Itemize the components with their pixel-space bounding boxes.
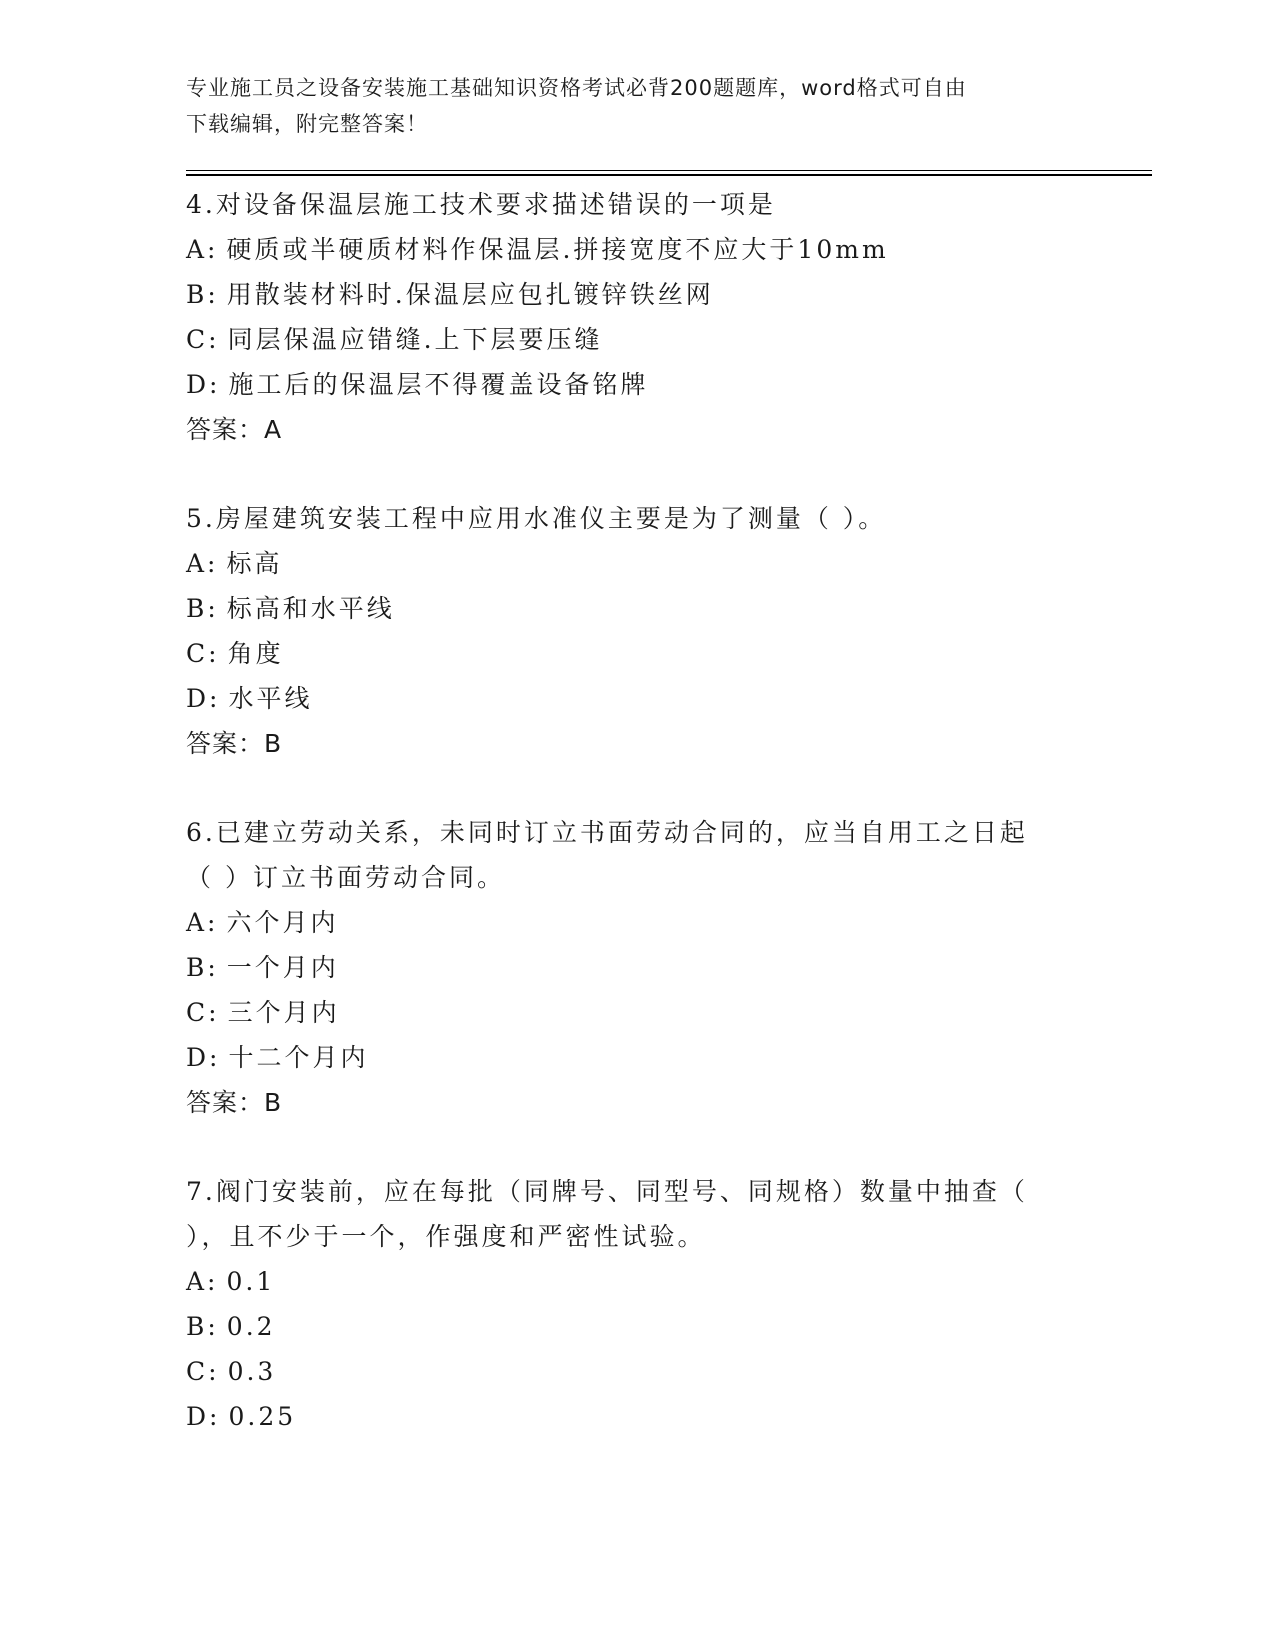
question-text: （ ）订立书面劳动合同。 xyxy=(186,863,505,892)
option-text: 水平线 xyxy=(228,684,313,713)
option-text: 用散装材料时.保温层应包扎镀锌铁丝网 xyxy=(226,280,714,309)
answer-value: B xyxy=(264,1088,283,1117)
option-row xyxy=(186,541,1156,586)
option-row xyxy=(186,1035,1156,1080)
answer-prefix: 答案： xyxy=(186,415,265,444)
question-text: 7.阀门安装前，应在每批（同牌号、同型号、同规格）数量中抽查（ xyxy=(186,1177,1028,1206)
question-list xyxy=(186,182,1156,1439)
question-block xyxy=(186,1169,1156,1439)
option-text: 0.2 xyxy=(226,1312,276,1341)
option-label: B: xyxy=(186,594,219,623)
option-text: 标高 xyxy=(226,549,283,578)
option-label: A: xyxy=(186,1267,219,1296)
option-text: 0.3 xyxy=(227,1357,277,1386)
option-row xyxy=(186,1304,1156,1349)
option-row xyxy=(186,1349,1156,1394)
option-text: 硬质或半硬质材料作保温层.拼接宽度不应大于10mm xyxy=(226,235,889,264)
option-label: D: xyxy=(186,370,221,399)
option-row xyxy=(186,586,1156,631)
option-row xyxy=(186,676,1156,721)
option-row xyxy=(186,990,1156,1035)
question-text: 4.对设备保温层施工技术要求描述错误的一项是 xyxy=(186,190,776,219)
option-text: 0.1 xyxy=(226,1267,276,1296)
option-label: D: xyxy=(186,684,221,713)
answer-prefix: 答案： xyxy=(186,1088,265,1117)
answer-prefix: 答案： xyxy=(186,729,265,758)
question-block xyxy=(186,182,1156,452)
divider-thick-line xyxy=(186,174,1152,176)
header-line-1: 专业施工员之设备安装施工基础知识资格考试必背200题题库，word格式可自由 xyxy=(186,76,967,100)
option-row xyxy=(186,945,1156,990)
option-label: A: xyxy=(186,908,219,937)
option-text: 十二个月内 xyxy=(228,1043,369,1072)
option-text: 一个月内 xyxy=(226,953,339,982)
question-text: 6.已建立劳动关系，未同时订立书面劳动合同的，应当自用工之日起 xyxy=(186,818,1028,847)
option-row xyxy=(186,272,1156,317)
question-text: 5.房屋建筑安装工程中应用水准仪主要是为了测量（ ）。 xyxy=(186,504,887,533)
document-header xyxy=(186,70,1156,142)
header-line-2: 下载编辑，附完整答案！ xyxy=(186,112,428,136)
option-row xyxy=(186,1394,1156,1439)
question-text: ），且不少于一个，作强度和严密性试验。 xyxy=(186,1222,706,1251)
header-divider xyxy=(186,170,1152,176)
option-row xyxy=(186,317,1156,362)
option-label: B: xyxy=(186,1312,219,1341)
option-label: D: xyxy=(186,1043,221,1072)
answer-value: B xyxy=(264,729,283,758)
option-text: 标高和水平线 xyxy=(226,594,395,623)
divider-thin-line xyxy=(186,170,1152,171)
option-label: A: xyxy=(186,549,219,578)
option-label: C: xyxy=(186,325,220,354)
option-text: 角度 xyxy=(227,639,284,668)
answer-value: A xyxy=(264,415,283,444)
option-text: 三个月内 xyxy=(227,998,340,1027)
option-row xyxy=(186,631,1156,676)
option-label: B: xyxy=(186,280,219,309)
option-row xyxy=(186,362,1156,407)
option-text: 施工后的保温层不得覆盖设备铭牌 xyxy=(228,370,649,399)
option-text: 同层保温应错缝.上下层要压缝 xyxy=(227,325,603,354)
option-label: C: xyxy=(186,1357,220,1386)
option-label: C: xyxy=(186,639,220,668)
option-label: B: xyxy=(186,953,219,982)
option-row xyxy=(186,900,1156,945)
question-block xyxy=(186,496,1156,766)
option-text: 六个月内 xyxy=(226,908,339,937)
answer-line xyxy=(186,407,1156,452)
option-text: 0.25 xyxy=(228,1402,297,1431)
option-label: D: xyxy=(186,1402,221,1431)
document-page xyxy=(186,70,1156,1483)
option-row xyxy=(186,227,1156,272)
option-label: A: xyxy=(186,235,219,264)
option-label: C: xyxy=(186,998,220,1027)
answer-line xyxy=(186,1080,1156,1125)
question-block xyxy=(186,810,1156,1125)
answer-line xyxy=(186,721,1156,766)
option-row xyxy=(186,1259,1156,1304)
